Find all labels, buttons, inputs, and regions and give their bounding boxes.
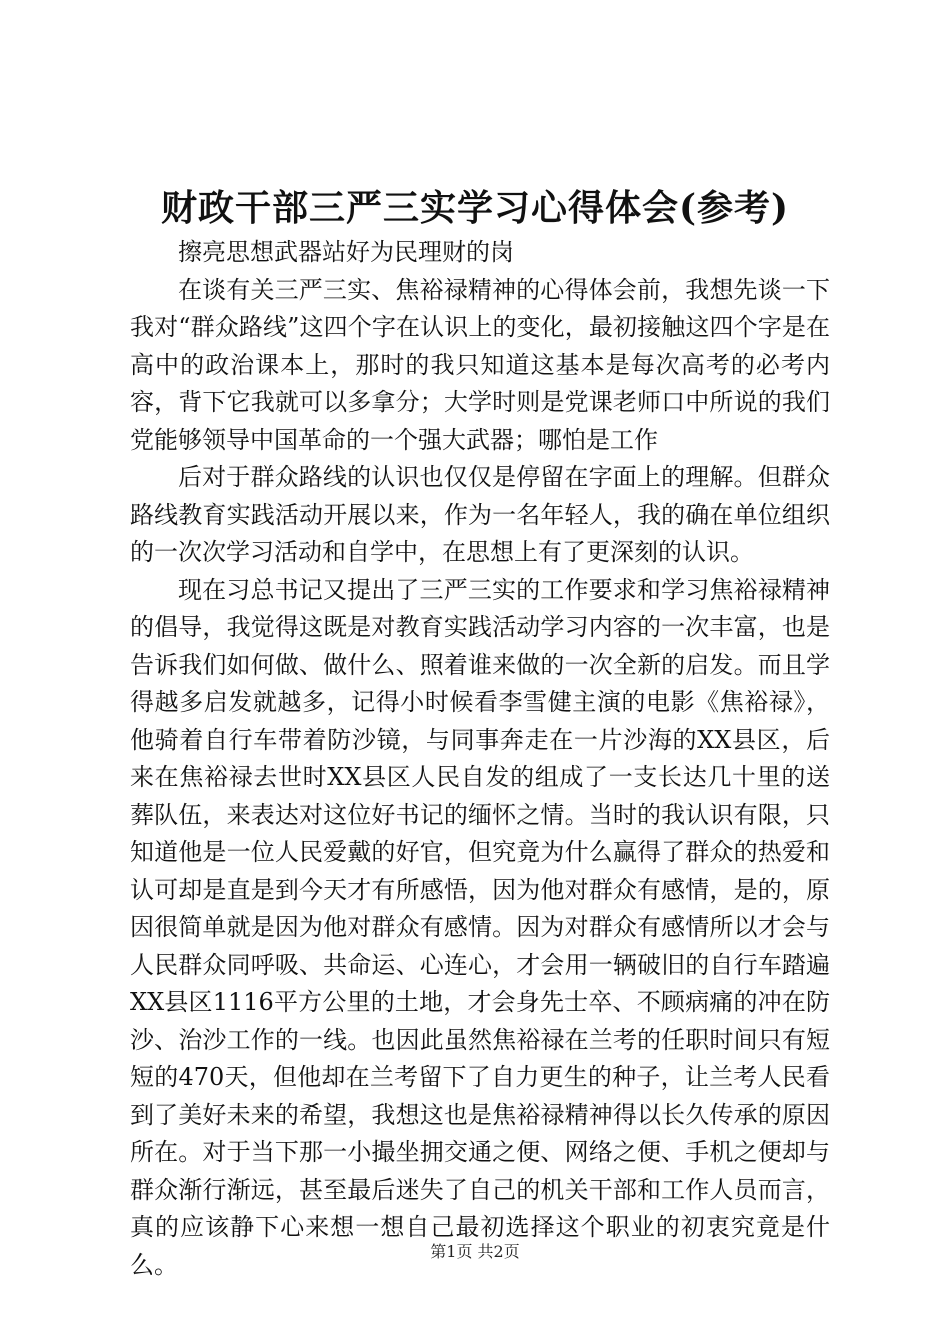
page-number-footer: 第1页 共2页	[430, 1242, 520, 1261]
document-body	[130, 234, 830, 1284]
paragraph-1: 在谈有关三严三实、焦裕禄精神的心得体会前，我想先谈一下我对“群众路线”这四个字在认识上的变化，最初接触这四个字是在高中的政治课本上，那时的我只知道这基本是每次高考的必考内容，背下它我就可以多拿分；大学时则是党课老师口中所说的我们党能够领导中国革命的一个强大武器；哪怕是工作	[130, 275, 830, 454]
paragraph-2: 后对于群众路线的认识也仅仅是停留在字面上的理解。但群众路线教育实践活动开展以来，作为一名年轻人，我的确在单位组织的一次次学习活动和自学中，在思想上有了更深刻的认识。	[130, 463, 830, 566]
paragraph-3: 现在习总书记又提出了三严三实的工作要求和学习焦裕禄精神的倡导，我觉得这既是对教育实践活动学习内容的一次丰富，也是告诉我们如何做、做什么、照着谁来做的一次全新的启发。而且学得越多启发就越多，记得小时候看李雪健主演的电影《焦裕禄》，他骑着自行车带着防沙镜，与同事奔走在一片沙海的XX县区，后来在焦裕禄去世时XX县区人民自发的组成了一支长达几十里的送葬队伍，来表达对这位好书记的缅怀之情。当时的我认识有限，只知道他是一位人民爱戴的好官，但究竟为什么赢得了群众的热爱和认可却是直是到今天才有所感悟，因为他对群众有感情，是的，原因很简单就是因为他对群众有感情。因为对群众有感情所以才会与人民群众同呼吸、共命运、心连心，才会用一辆破旧的自行车踏遍XX县区1116平方公里的土地，才会身先士卒、不顾病痛的冲在防沙、治沙工作的一线。也因此虽然焦裕禄在兰考的任职时间只有短短的470天，但他却在兰考留下了自力更生的种子，让兰考人民看到了美好未来的希望，我想这也是焦裕禄精神得以长久传承的原因所在。对于当下那一小撮坐拥交通之便、网络之便、手机之便却与群众渐行渐远，甚至最后迷失了自己的机关干部和工作人员而言，真的应该静下心来想一想自己最初选择这个职业的初衷究竟是什么。	[130, 575, 830, 1279]
document-title: 财政干部三严三实学习心得体会(参考)	[160, 187, 790, 229]
paragraph-subtitle: 擦亮思想武器站好为民理财的岗	[178, 238, 514, 266]
